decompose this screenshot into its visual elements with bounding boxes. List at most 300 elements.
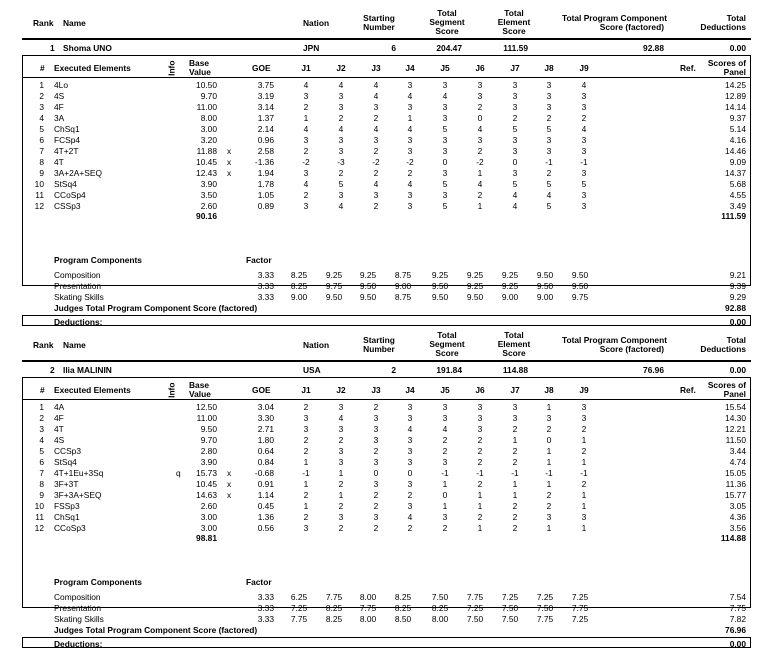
element-judge-score: 3	[373, 457, 379, 467]
component-judge-score: 9.00	[536, 292, 554, 302]
element-judge-score: 1	[546, 479, 552, 489]
element-panel-score: 15.54	[725, 402, 746, 412]
component-judge-score: 9.25	[501, 270, 519, 280]
element-name: 3F+3A+SEQ	[54, 490, 102, 500]
element-base-value: 12.43	[196, 168, 217, 178]
element-goe: 3.04	[257, 402, 274, 412]
component-name: Skating Skills	[54, 614, 104, 624]
element-judge-score: 2	[512, 523, 518, 533]
element-panel-score: 11.36	[725, 479, 746, 489]
component-judge-score: 9.50	[466, 292, 484, 302]
component-judge-score: 7.50	[431, 592, 449, 602]
element-judge-score: 1	[512, 479, 518, 489]
element-judge-score: 3	[442, 80, 448, 90]
component-judge-score: 9.25	[466, 281, 484, 291]
starting-number-header-line: Starting	[363, 13, 395, 23]
element-num: 5	[39, 124, 44, 134]
element-judge-score: 1	[303, 501, 309, 511]
element-judge-score: 2	[338, 479, 344, 489]
element-goe: 1.94	[257, 168, 274, 178]
component-judge-score: 9.25	[501, 281, 519, 291]
judge-header-4: J4	[405, 385, 415, 395]
element-base-value: 9.70	[200, 91, 217, 101]
element-judge-score: 3	[581, 402, 587, 412]
component-factor: 3.33	[257, 281, 274, 291]
component-judge-score: 8.75	[394, 270, 412, 280]
divider	[22, 360, 751, 362]
component-judge-score: 8.25	[290, 281, 308, 291]
element-judge-score: 4	[373, 91, 379, 101]
element-judge-score: 2	[442, 435, 448, 445]
element-judge-score: 5	[546, 124, 552, 134]
element-panel-score: 14.25	[725, 80, 746, 90]
element-judge-score: 3	[303, 91, 309, 101]
component-judge-score: 7.75	[571, 603, 589, 613]
starting-number-header-line: Number	[363, 22, 395, 32]
element-judge-score: 2	[442, 446, 448, 456]
component-judge-score: 7.25	[536, 592, 554, 602]
element-base-value: 3.00	[200, 512, 217, 522]
judge-header-2: J2	[336, 63, 346, 73]
element-base-value: 11.88	[196, 146, 217, 156]
element-judge-score: 3	[581, 190, 587, 200]
element-name: 4T	[54, 424, 64, 434]
element-judge-score: 3	[546, 512, 552, 522]
pcs-header: Score (factored)	[599, 344, 664, 354]
element-judge-score: 3	[477, 135, 483, 145]
element-goe: 2.71	[257, 424, 274, 434]
element-goe: 1.05	[257, 190, 274, 200]
element-goe: 3.14	[257, 102, 274, 112]
element-judge-score: 3	[442, 190, 448, 200]
judge-header-4: J4	[405, 63, 415, 73]
judge-header-2: J2	[336, 385, 346, 395]
element-panel-score: 11.50	[725, 435, 746, 445]
component-judge-score: 7.25	[571, 592, 589, 602]
element-judge-score: 3	[338, 402, 344, 412]
judge-header-5: J5	[440, 63, 450, 73]
element-judge-score: 4	[303, 179, 309, 189]
element-num: 10	[34, 501, 44, 511]
element-judge-score: 1	[303, 479, 309, 489]
nation-value: USA	[303, 365, 321, 375]
element-judge-score: 2	[477, 446, 483, 456]
component-judge-score: 7.75	[466, 592, 484, 602]
element-goe: 2.14	[257, 124, 274, 134]
element-judge-score: 3	[338, 424, 344, 434]
deductions-header-line: Deductions	[700, 344, 746, 354]
element-judge-score: 3	[407, 402, 413, 412]
element-judge-score: 3	[373, 435, 379, 445]
component-judge-score: 7.75	[290, 614, 308, 624]
element-judge-score: 3	[442, 113, 448, 123]
element-judge-score: 1	[546, 402, 552, 412]
element-judge-score: 4	[373, 179, 379, 189]
component-panel-score: 9.21	[729, 270, 746, 280]
element-judge-score: 3	[546, 91, 552, 101]
element-judge-score: 4	[407, 424, 413, 434]
element-judge-score: 3	[546, 146, 552, 156]
element-score-header-line: Element	[497, 17, 531, 27]
element-judge-score: 2	[546, 490, 552, 500]
segment-score-header-line: Score	[435, 26, 459, 36]
element-goe: 0.96	[257, 135, 274, 145]
element-judge-score: 2	[373, 446, 379, 456]
element-judge-score: -2	[406, 157, 414, 167]
element-num: 6	[39, 135, 44, 145]
element-base-value: 14.63	[196, 490, 217, 500]
element-judge-score: 1	[512, 490, 518, 500]
pcs-header: Total Program Component	[562, 13, 667, 23]
pcs-header: Score (factored)	[599, 22, 664, 32]
element-name: 4T	[54, 157, 64, 167]
skater-name: Shoma UNO	[63, 43, 112, 53]
element-panel-score: 3.05	[729, 501, 746, 511]
component-judge-score: 9.50	[431, 292, 449, 302]
element-judge-score: 2	[303, 446, 309, 456]
element-judge-score: 0	[373, 468, 379, 478]
element-judge-score: 2	[512, 457, 518, 467]
goe-header: GOE	[252, 385, 271, 395]
element-name: StSq4	[54, 179, 77, 189]
element-judge-score: 2	[581, 446, 587, 456]
element-judge-score: 3	[546, 80, 552, 90]
element-name: CCSp3	[54, 446, 81, 456]
element-judge-score: 2	[338, 435, 344, 445]
element-judge-score: 5	[581, 179, 587, 189]
element-judge-score: 3	[512, 80, 518, 90]
element-judge-score: 1	[303, 457, 309, 467]
element-judge-score: 3	[581, 512, 587, 522]
element-judge-score: -1	[511, 468, 519, 478]
component-judge-score: 9.75	[571, 292, 589, 302]
deductions-total: 0.00	[729, 317, 746, 327]
judge-header-6: J6	[475, 63, 485, 73]
element-name: 4F	[54, 413, 64, 423]
element-judge-score: -1	[545, 468, 553, 478]
element-num: 8	[39, 479, 44, 489]
component-judge-score: 9.50	[431, 281, 449, 291]
component-judge-score: 9.50	[536, 270, 554, 280]
component-judge-score: 9.25	[359, 270, 377, 280]
element-goe: 0.64	[257, 446, 274, 456]
element-name: 4Lo	[54, 80, 68, 90]
element-judge-score: 3	[373, 135, 379, 145]
element-bonus-mark: x	[227, 490, 232, 500]
element-judge-score: 3	[407, 102, 413, 112]
component-factor: 3.33	[257, 614, 274, 624]
element-judge-score: 3	[512, 402, 518, 412]
element-judge-score: 4	[442, 91, 448, 101]
elements-header: Executed Elements	[54, 63, 131, 73]
element-judge-score: 1	[477, 523, 483, 533]
segment-score-header-line: Score	[435, 348, 459, 358]
judge-header-6: J6	[475, 385, 485, 395]
element-judge-score: 3	[442, 413, 448, 423]
element-judge-score: -1	[476, 468, 484, 478]
base-value-header-line: Value	[189, 67, 211, 77]
component-factor: 3.33	[257, 292, 274, 302]
element-judge-score: 5	[338, 179, 344, 189]
divider	[22, 399, 751, 400]
element-judge-score: 5	[546, 179, 552, 189]
element-judge-score: 2	[338, 523, 344, 533]
element-judge-score: 3	[373, 190, 379, 200]
component-judge-score: 9.50	[359, 292, 377, 302]
element-judge-score: 3	[373, 424, 379, 434]
element-judge-score: 2	[477, 457, 483, 467]
elements-total: 111.59	[721, 211, 746, 221]
component-judge-score: 9.25	[431, 270, 449, 280]
element-judge-score: 2	[512, 446, 518, 456]
element-judge-score: 1	[546, 523, 552, 533]
element-judge-score: 3	[512, 135, 518, 145]
panel-header-line: Scores of	[707, 58, 746, 68]
element-goe: 3.30	[257, 413, 274, 423]
element-judge-score: -2	[476, 157, 484, 167]
element-judge-score: -3	[337, 157, 345, 167]
component-judge-score: 7.25	[466, 603, 484, 613]
element-score-header-line: Score	[502, 348, 526, 358]
element-name: CCoSp4	[54, 190, 86, 200]
element-judge-score: 2	[477, 512, 483, 522]
element-judge-score: 0	[477, 113, 483, 123]
element-num: 5	[39, 446, 44, 456]
element-judge-score: 2	[373, 501, 379, 511]
element-judge-score: 3	[338, 102, 344, 112]
base-value-header-line: Value	[189, 389, 211, 399]
element-judge-score: 3	[442, 146, 448, 156]
element-judge-score: 4	[303, 80, 309, 90]
judge-header-9: J9	[579, 385, 589, 395]
panel-header-line: Panel	[723, 67, 746, 77]
component-panel-score: 9.39	[729, 281, 746, 291]
judges-total-label: Judges Total Program Component Score (factored)	[54, 625, 258, 635]
element-base-value: 10.50	[196, 80, 217, 90]
element-goe: 0.56	[257, 523, 274, 533]
component-judge-score: 7.75	[536, 614, 554, 624]
element-bonus-mark: x	[227, 479, 232, 489]
element-num: 12	[34, 201, 44, 211]
element-judge-score: 4	[442, 424, 448, 434]
component-judge-score: 8.00	[359, 614, 377, 624]
judge-header-3: J3	[371, 385, 381, 395]
element-judge-score: 0	[512, 157, 518, 167]
element-judge-score: 3	[512, 168, 518, 178]
element-judge-score: 4	[338, 80, 344, 90]
element-base-value: 2.60	[200, 501, 217, 511]
element-judge-score: 2	[512, 424, 518, 434]
element-judge-score: 3	[338, 457, 344, 467]
component-name: Composition	[54, 592, 101, 602]
element-judge-score: 3	[303, 201, 309, 211]
component-judge-score: 9.75	[325, 281, 343, 291]
element-info: q	[176, 468, 181, 478]
element-judge-score: 3	[512, 91, 518, 101]
element-judge-score: 4	[512, 190, 518, 200]
judge-header-8: J8	[544, 385, 554, 395]
element-num: 2	[39, 91, 44, 101]
deductions-row	[22, 637, 751, 648]
element-judge-score: 3	[338, 135, 344, 145]
base-value-header-line: Base	[189, 380, 210, 390]
element-num: 2	[39, 413, 44, 423]
element-judge-score: 3	[477, 424, 483, 434]
element-num: 7	[39, 468, 44, 478]
pcs-header: Total Program Component	[562, 335, 667, 345]
element-base-value: 12.50	[196, 402, 217, 412]
element-base-value: 11.00	[196, 413, 217, 423]
element-num: 10	[34, 179, 44, 189]
components-header: Program Components	[54, 577, 142, 587]
element-judge-score: 2	[581, 424, 587, 434]
divider	[22, 38, 751, 40]
elements-total: 114.88	[720, 533, 746, 543]
component-judge-score: 7.75	[325, 592, 343, 602]
component-factor: 3.33	[257, 603, 274, 613]
element-judge-score: 1	[546, 457, 552, 467]
element-judge-score: -1	[545, 157, 553, 167]
divider	[22, 77, 751, 78]
element-base-value: 11.00	[196, 102, 217, 112]
element-judge-score: 3	[512, 413, 518, 423]
element-judge-score: 1	[581, 501, 587, 511]
element-base-value: 8.00	[200, 113, 217, 123]
element-judge-score: 3	[303, 168, 309, 178]
element-judge-score: 1	[546, 446, 552, 456]
component-judge-score: 6.25	[290, 592, 308, 602]
element-judge-score: 5	[546, 201, 552, 211]
element-bonus-mark: x	[227, 146, 232, 156]
element-judge-score: 4	[581, 124, 587, 134]
segment-score-value: 191.84	[436, 365, 462, 375]
component-judge-score: 7.25	[501, 592, 519, 602]
ref-header: Ref.	[680, 63, 696, 73]
element-judge-score: 1	[303, 113, 309, 123]
element-panel-score: 5.14	[729, 124, 746, 134]
element-judge-score: 1	[581, 435, 587, 445]
component-judge-score: 8.25	[290, 270, 308, 280]
component-panel-score: 7.54	[729, 592, 746, 602]
element-judge-score: 2	[512, 501, 518, 511]
factor-header: Factor	[246, 577, 272, 587]
element-judge-score: 1	[581, 523, 587, 533]
element-judge-score: 3	[581, 201, 587, 211]
element-panel-score: 3.44	[729, 446, 746, 456]
element-judge-score: 2	[512, 113, 518, 123]
element-judge-score: 3	[546, 135, 552, 145]
element-judge-score: 3	[442, 402, 448, 412]
component-judge-score: 8.25	[325, 603, 343, 613]
element-judge-score: 1	[512, 435, 518, 445]
element-judge-score: 4	[407, 512, 413, 522]
element-judge-score: -1	[441, 468, 449, 478]
component-judge-score: 7.50	[501, 614, 519, 624]
element-judge-score: 3	[477, 402, 483, 412]
element-judge-score: 1	[477, 490, 483, 500]
element-judge-score: 4	[407, 179, 413, 189]
judge-header-5: J5	[440, 385, 450, 395]
component-factor: 3.33	[257, 592, 274, 602]
element-judge-score: 2	[373, 490, 379, 500]
component-panel-score: 7.75	[729, 603, 746, 613]
component-judge-score: 8.75	[394, 292, 412, 302]
nation-header: Nation	[303, 340, 330, 350]
element-judge-score: 3	[338, 91, 344, 101]
element-judge-score: 3	[407, 435, 413, 445]
element-num: 11	[35, 190, 44, 200]
element-judge-score: 1	[442, 501, 448, 511]
element-bonus-mark: x	[227, 157, 232, 167]
rank-value: 2	[50, 365, 55, 375]
elements-header: Executed Elements	[54, 385, 131, 395]
element-judge-score: 1	[477, 168, 483, 178]
element-base-value: 3.90	[200, 457, 217, 467]
element-judge-score: 4	[338, 201, 344, 211]
element-judge-score: 2	[303, 435, 309, 445]
element-bonus-mark: x	[227, 468, 232, 478]
element-judge-score: 2	[546, 424, 552, 434]
element-goe: 0.84	[257, 457, 274, 467]
element-goe: 2.58	[257, 146, 274, 156]
element-judge-score: 2	[477, 146, 483, 156]
segment-score-header-line: Total	[437, 330, 457, 340]
component-judge-score: 9.50	[325, 292, 343, 302]
element-name: 3F+3T	[54, 479, 79, 489]
element-panel-score: 14.37	[725, 168, 746, 178]
element-judge-score: 3	[338, 190, 344, 200]
element-num: 3	[39, 424, 44, 434]
element-judge-score: 3	[442, 168, 448, 178]
element-goe: 3.75	[257, 80, 274, 90]
element-panel-score: 5.68	[729, 179, 746, 189]
element-panel-score: 15.05	[725, 468, 746, 478]
element-judge-score: 1	[338, 490, 344, 500]
segment-score-value: 204.47	[436, 43, 462, 53]
element-judge-score: 3	[477, 80, 483, 90]
component-judge-score: 9.00	[501, 292, 519, 302]
element-judge-score: 2	[442, 523, 448, 533]
element-judge-score: 3	[407, 190, 413, 200]
component-judge-score: 9.50	[571, 281, 589, 291]
element-judge-score: 0	[407, 468, 413, 478]
element-goe: 1.37	[257, 113, 274, 123]
element-judge-score: 2	[303, 190, 309, 200]
element-judge-score: 3	[407, 501, 413, 511]
element-score-header-line: Score	[502, 26, 526, 36]
element-panel-score: 4.36	[729, 512, 746, 522]
element-judge-score: 2	[373, 402, 379, 412]
element-judge-score: 1	[477, 201, 483, 211]
element-judge-score: 3	[512, 102, 518, 112]
element-name: CSSp3	[54, 201, 81, 211]
element-judge-score: 4	[546, 190, 552, 200]
element-judge-score: 3	[442, 102, 448, 112]
judge-header-1: J1	[301, 63, 311, 73]
deductions-label: Deductions:	[54, 639, 103, 649]
component-judge-score: 9.25	[325, 270, 343, 280]
component-judge-score: 7.25	[290, 603, 308, 613]
element-num: 12	[34, 523, 44, 533]
element-panel-score: 4.74	[729, 457, 746, 467]
element-judge-score: 3	[303, 413, 309, 423]
element-judge-score: 2	[303, 512, 309, 522]
element-judge-score: 5	[442, 179, 448, 189]
element-judge-score: 2	[477, 190, 483, 200]
element-judge-score: 3	[407, 135, 413, 145]
component-judge-score: 9.50	[536, 281, 554, 291]
judge-header-1: J1	[301, 385, 311, 395]
